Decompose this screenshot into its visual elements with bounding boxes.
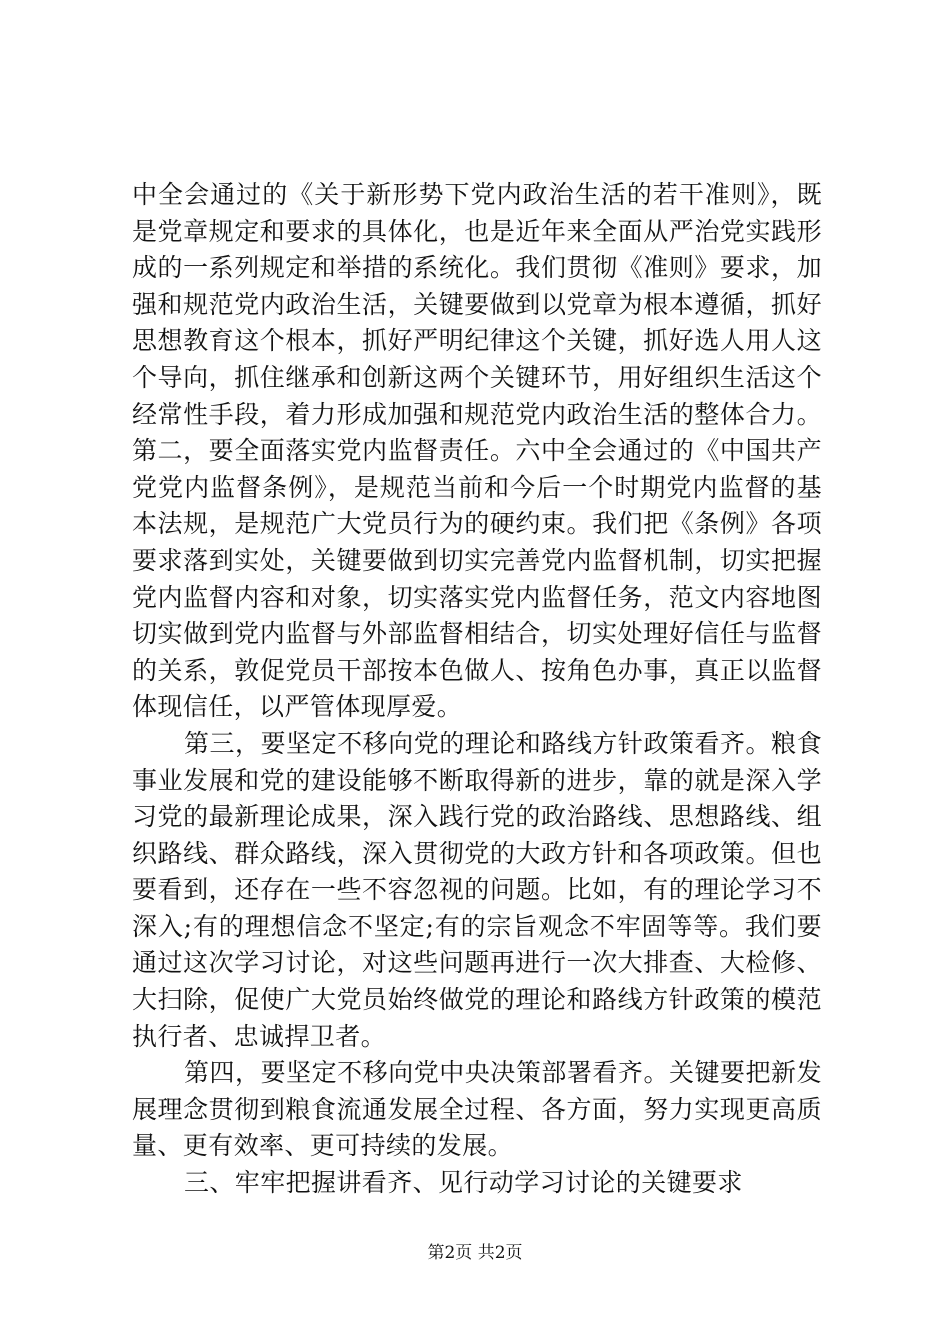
text-line: 第四，要坚定不移向党中央决策部署看齐。关键要把新发	[184, 1058, 822, 1088]
text-line: 展理念贯彻到粮食流通发展全过程、各方面，努力实现更高质	[132, 1094, 822, 1124]
text-line: 习党的最新理论成果，深入践行党的政治路线、思想路线、组	[132, 802, 822, 832]
text-line: 要求落到实处，关键要做到切实完善党内监督机制，切实把握	[132, 545, 822, 575]
text-line: 切实做到党内监督与外部监督相结合，切实处理好信任与监督	[132, 619, 822, 649]
paragraph	[132, 433, 822, 726]
text-line: 通过这次学习讨论，对这些问题再进行一次大排查、大检修、	[132, 948, 822, 978]
text-line: 个导向，抓住继承和创新这两个关键环节，用好组织生活这个	[132, 362, 822, 392]
text-line: 强和规范党内政治生活，关键要做到以党章为根本遵循，抓好	[132, 289, 822, 319]
text-line: 织路线、群众路线，深入贯彻党的大政方针和各项政策。但也	[132, 838, 822, 868]
text-line: 三、牢牢把握讲看齐、见行动学习讨论的关键要求	[184, 1168, 743, 1198]
document-body	[132, 177, 822, 1202]
page-number: 第2页 共2页	[427, 1243, 523, 1263]
paragraph	[132, 1055, 822, 1165]
page-footer	[0, 1242, 950, 1264]
text-line: 深入;有的理想信念不坚定;有的宗旨观念不牢固等等。我们要	[132, 911, 822, 941]
text-line: 经常性手段，着力形成加强和规范党内政治生活的整体合力。	[132, 399, 822, 429]
text-line: 大扫除，促使广大党员始终做党的理论和路线方针政策的模范	[132, 985, 822, 1015]
text-line: 第三，要坚定不移向党的理论和路线方针政策看齐。粮食	[184, 728, 822, 758]
text-line: 的关系，敦促党员干部按本色做人、按角色办事，真正以监督	[132, 655, 822, 685]
text-line: 成的一系列规定和举措的系统化。我们贯彻《准则》要求，加	[132, 253, 822, 283]
text-line: 第二，要全面落实党内监督责任。六中全会通过的《中国共产	[132, 436, 822, 466]
text-line: 思想教育这个根本，抓好严明纪律这个关键，抓好选人用人这	[132, 326, 822, 356]
text-line: 执行者、忠诚捍卫者。	[132, 1021, 387, 1051]
text-line: 事业发展和党的建设能够不断取得新的进步，靠的就是深入学	[132, 765, 822, 795]
text-line: 是党章规定和要求的具体化，也是近年来全面从严治党实践形	[132, 216, 822, 246]
text-line: 体现信任，以严管体现厚爱。	[132, 692, 463, 722]
text-line: 本法规，是规范广大党员行为的硬约束。我们把《条例》各项	[132, 509, 822, 539]
text-line: 量、更有效率、更可持续的发展。	[132, 1131, 514, 1161]
section-heading	[132, 1165, 822, 1202]
paragraph	[132, 726, 822, 1055]
text-line: 要看到，还存在一些不容忽视的问题。比如，有的理论学习不	[132, 875, 822, 905]
text-line: 党内监督内容和对象，切实落实党内监督任务，范文内容地图	[132, 582, 822, 612]
text-line: 中全会通过的《关于新形势下党内政治生活的若干准则》，既	[132, 180, 822, 209]
text-line: 党党内监督条例》，是规范当前和今后一个时期党内监督的基	[132, 472, 822, 502]
paragraph	[132, 177, 822, 433]
